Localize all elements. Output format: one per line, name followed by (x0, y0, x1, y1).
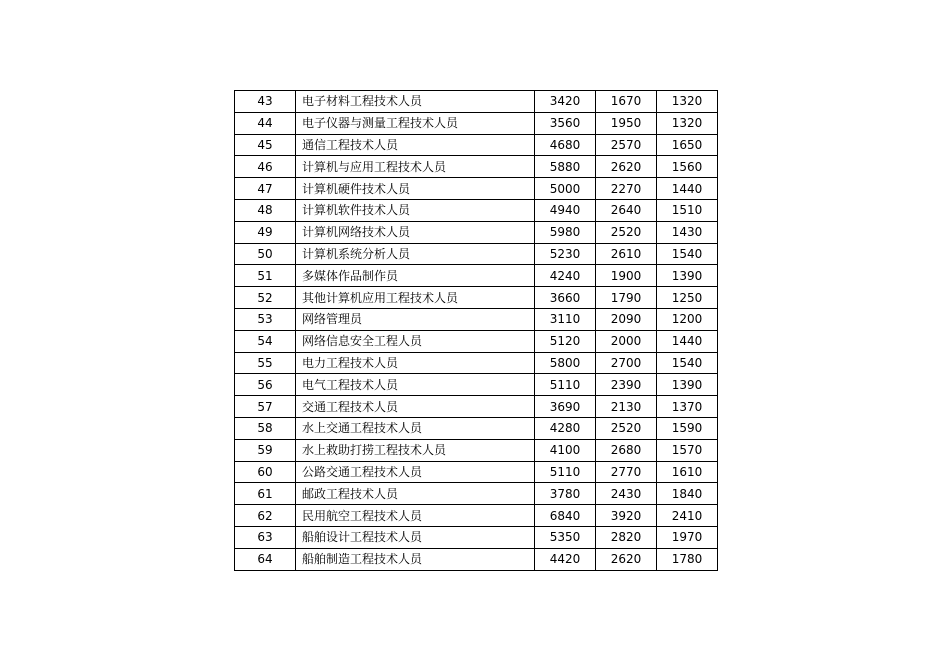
table-row (235, 352, 718, 374)
value-mid-cell: 2620 (596, 156, 657, 178)
value-high-cell: 5000 (535, 178, 596, 200)
value-mid-cell: 2680 (596, 439, 657, 461)
row-number-cell: 48 (235, 199, 296, 221)
value-low-cell: 1540 (657, 243, 718, 265)
row-number-cell: 49 (235, 221, 296, 243)
occupation-name-cell: 交通工程技术人员 (296, 396, 535, 418)
table-row (235, 548, 718, 570)
value-low-cell: 1590 (657, 417, 718, 439)
row-number-cell: 57 (235, 396, 296, 418)
row-number-cell: 58 (235, 417, 296, 439)
value-mid-cell: 2090 (596, 308, 657, 330)
table-body (235, 91, 718, 571)
occupation-name-cell: 计算机硬件技术人员 (296, 178, 535, 200)
value-low-cell: 1780 (657, 548, 718, 570)
value-high-cell: 5880 (535, 156, 596, 178)
table-row (235, 374, 718, 396)
occupation-name-cell: 计算机系统分析人员 (296, 243, 535, 265)
value-mid-cell: 1790 (596, 287, 657, 309)
value-low-cell: 1200 (657, 308, 718, 330)
occupation-name-cell: 水上交通工程技术人员 (296, 417, 535, 439)
value-mid-cell: 2640 (596, 199, 657, 221)
value-low-cell: 2410 (657, 505, 718, 527)
occupation-name-cell: 其他计算机应用工程技术人员 (296, 287, 535, 309)
table-row (235, 265, 718, 287)
value-mid-cell: 2270 (596, 178, 657, 200)
value-high-cell: 3780 (535, 483, 596, 505)
occupation-name-cell: 水上救助打捞工程技术人员 (296, 439, 535, 461)
row-number-cell: 44 (235, 112, 296, 134)
table-row (235, 526, 718, 548)
value-high-cell: 5350 (535, 526, 596, 548)
row-number-cell: 55 (235, 352, 296, 374)
table-row (235, 439, 718, 461)
value-low-cell: 1970 (657, 526, 718, 548)
value-mid-cell: 2390 (596, 374, 657, 396)
occupation-name-cell: 通信工程技术人员 (296, 134, 535, 156)
value-mid-cell: 1950 (596, 112, 657, 134)
value-low-cell: 1650 (657, 134, 718, 156)
table-row (235, 221, 718, 243)
value-low-cell: 1560 (657, 156, 718, 178)
value-mid-cell: 2520 (596, 221, 657, 243)
value-mid-cell: 2820 (596, 526, 657, 548)
row-number-cell: 54 (235, 330, 296, 352)
value-low-cell: 1440 (657, 178, 718, 200)
occupation-name-cell: 计算机软件技术人员 (296, 199, 535, 221)
row-number-cell: 60 (235, 461, 296, 483)
occupation-name-cell: 电子材料工程技术人员 (296, 91, 535, 113)
table-row (235, 396, 718, 418)
row-number-cell: 56 (235, 374, 296, 396)
row-number-cell: 59 (235, 439, 296, 461)
row-number-cell: 52 (235, 287, 296, 309)
occupation-name-cell: 电子仪器与测量工程技术人员 (296, 112, 535, 134)
table-row (235, 505, 718, 527)
row-number-cell: 53 (235, 308, 296, 330)
row-number-cell: 46 (235, 156, 296, 178)
occupation-name-cell: 多媒体作品制作员 (296, 265, 535, 287)
value-high-cell: 4420 (535, 548, 596, 570)
value-low-cell: 1250 (657, 287, 718, 309)
value-mid-cell: 2700 (596, 352, 657, 374)
row-number-cell: 51 (235, 265, 296, 287)
row-number-cell: 45 (235, 134, 296, 156)
value-mid-cell: 2520 (596, 417, 657, 439)
value-mid-cell: 2570 (596, 134, 657, 156)
value-low-cell: 1540 (657, 352, 718, 374)
occupation-name-cell: 民用航空工程技术人员 (296, 505, 535, 527)
table-row (235, 483, 718, 505)
value-high-cell: 3690 (535, 396, 596, 418)
occupation-name-cell: 网络信息安全工程人员 (296, 330, 535, 352)
value-low-cell: 1430 (657, 221, 718, 243)
value-mid-cell: 2770 (596, 461, 657, 483)
value-low-cell: 1370 (657, 396, 718, 418)
occupation-name-cell: 邮政工程技术人员 (296, 483, 535, 505)
table-row (235, 112, 718, 134)
occupation-name-cell: 网络管理员 (296, 308, 535, 330)
value-high-cell: 5110 (535, 461, 596, 483)
table-row (235, 199, 718, 221)
table-row (235, 156, 718, 178)
value-low-cell: 1320 (657, 91, 718, 113)
table-row (235, 287, 718, 309)
occupation-name-cell: 计算机与应用工程技术人员 (296, 156, 535, 178)
occupation-name-cell: 计算机网络技术人员 (296, 221, 535, 243)
value-high-cell: 5980 (535, 221, 596, 243)
value-mid-cell: 2430 (596, 483, 657, 505)
table-row (235, 330, 718, 352)
value-high-cell: 4940 (535, 199, 596, 221)
value-low-cell: 1510 (657, 199, 718, 221)
value-high-cell: 4240 (535, 265, 596, 287)
value-high-cell: 5230 (535, 243, 596, 265)
value-low-cell: 1570 (657, 439, 718, 461)
occupation-name-cell: 电力工程技术人员 (296, 352, 535, 374)
value-high-cell: 3420 (535, 91, 596, 113)
value-high-cell: 3560 (535, 112, 596, 134)
row-number-cell: 43 (235, 91, 296, 113)
value-low-cell: 1440 (657, 330, 718, 352)
row-number-cell: 62 (235, 505, 296, 527)
value-low-cell: 1840 (657, 483, 718, 505)
table-row (235, 308, 718, 330)
value-mid-cell: 1670 (596, 91, 657, 113)
value-mid-cell: 2610 (596, 243, 657, 265)
occupation-name-cell: 船舶设计工程技术人员 (296, 526, 535, 548)
table-row (235, 417, 718, 439)
occupation-name-cell: 船舶制造工程技术人员 (296, 548, 535, 570)
value-high-cell: 5110 (535, 374, 596, 396)
value-high-cell: 4100 (535, 439, 596, 461)
row-number-cell: 64 (235, 548, 296, 570)
table-row (235, 134, 718, 156)
value-low-cell: 1390 (657, 374, 718, 396)
table-row (235, 243, 718, 265)
table-row (235, 91, 718, 113)
value-mid-cell: 2620 (596, 548, 657, 570)
row-number-cell: 61 (235, 483, 296, 505)
value-high-cell: 5800 (535, 352, 596, 374)
value-low-cell: 1390 (657, 265, 718, 287)
value-high-cell: 4680 (535, 134, 596, 156)
occupation-name-cell: 公路交通工程技术人员 (296, 461, 535, 483)
table-row (235, 178, 718, 200)
value-mid-cell: 1900 (596, 265, 657, 287)
row-number-cell: 63 (235, 526, 296, 548)
table-row (235, 461, 718, 483)
value-high-cell: 4280 (535, 417, 596, 439)
row-number-cell: 50 (235, 243, 296, 265)
value-low-cell: 1320 (657, 112, 718, 134)
value-high-cell: 5120 (535, 330, 596, 352)
row-number-cell: 47 (235, 178, 296, 200)
value-high-cell: 3660 (535, 287, 596, 309)
value-mid-cell: 3920 (596, 505, 657, 527)
salary-table (234, 90, 718, 571)
value-mid-cell: 2130 (596, 396, 657, 418)
value-high-cell: 3110 (535, 308, 596, 330)
value-low-cell: 1610 (657, 461, 718, 483)
occupation-name-cell: 电气工程技术人员 (296, 374, 535, 396)
value-high-cell: 6840 (535, 505, 596, 527)
value-mid-cell: 2000 (596, 330, 657, 352)
